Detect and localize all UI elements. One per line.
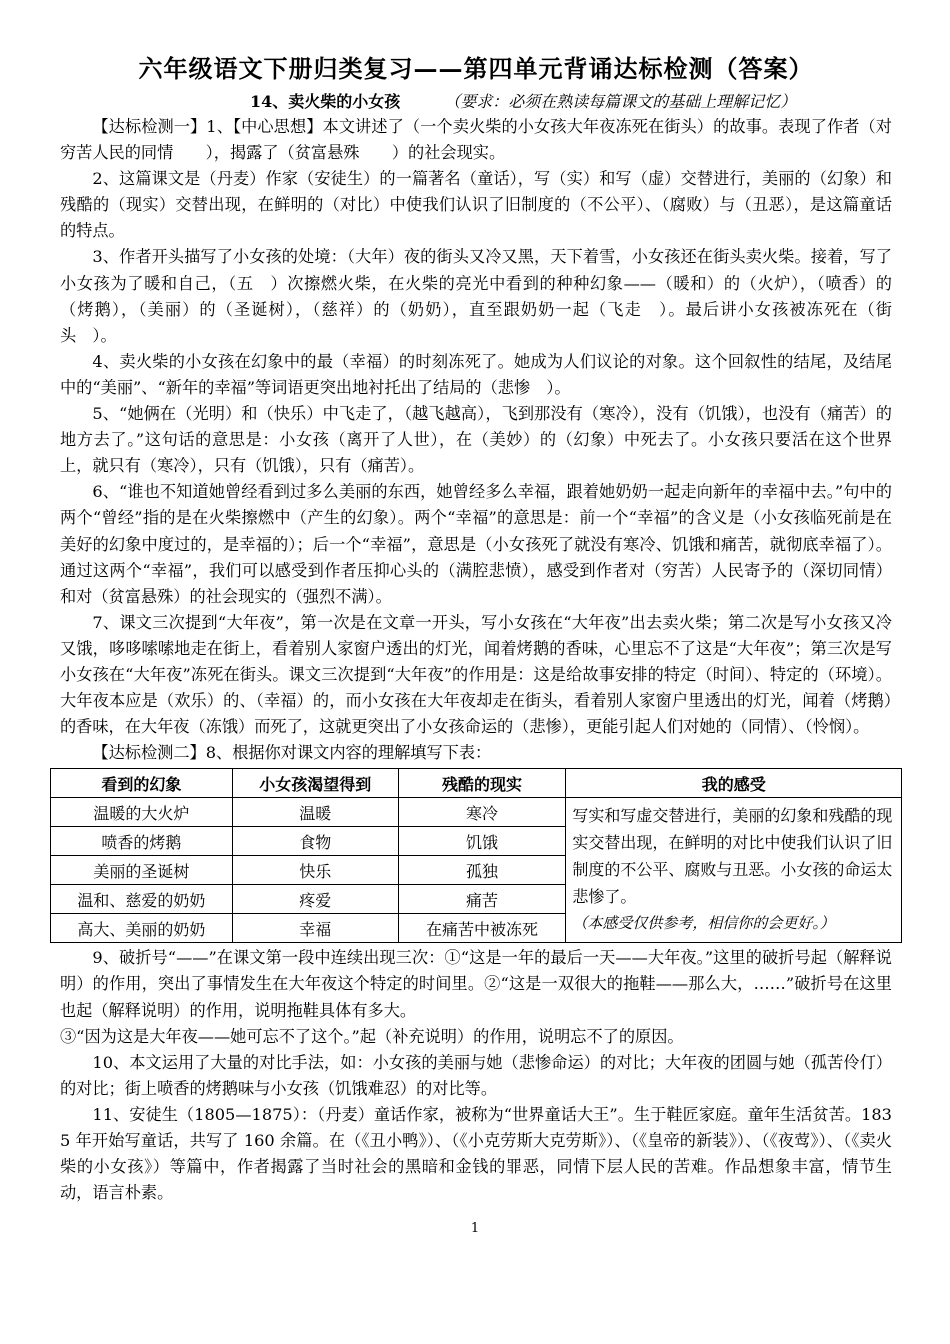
feeling-note: （本感受仅供参考，相信你的会更好。） — [572, 914, 835, 933]
page-number: 1 — [470, 1221, 480, 1236]
table-row — [51, 798, 902, 827]
question-paragraph: 3、作者开头描写了小女孩的处境：（大年）夜的街头又冷又黑，天下着雪，小女孩还在街头卖火柴。接着，写了小女孩为了暖和自己，（五 ）次擦燃火柴，在火柴的亮光中看到的种种幻象——（暖和）的（火炉），（喷香）的（烤鹅），（美丽）的（圣诞树），（慈祥）的（奶奶），直至跟奶奶一起（飞走 ）。最后讲小女孩被冻死在（街头 ）。 — [60, 247, 892, 345]
table-header-row — [51, 769, 902, 798]
table-cell: 饥饿 — [398, 827, 566, 856]
table-header-cell: 看到的幻象 — [51, 769, 233, 798]
question-paragraph: 2、这篇课文是（丹麦）作家（安徒生）的一篇著名（童话），写（实）和写（虚）交替进行，美丽的（幻象）和残酷的（现实）交替出现，在鲜明的（对比）中使我们认识了旧制度的（不公平）、（腐败）与（丑恶），是这篇童话的特点。 — [60, 169, 892, 241]
lesson-heading — [250, 90, 892, 114]
question-paragraph: 6、“谁也不知道她曾经看到过多么美丽的东西，她曾经多么幸福，跟着她奶奶一起走向新年的幸福中去。”句中的两个“曾经”指的是在火柴擦燃中（产生的幻象）。两个“幸福”的意思是：前一个“幸福”的含义是（小女孩临死前是在美好的幻象中度过的，是幸福的）；后一个“幸福”，意思是（小女孩死了就没有寒冷、饥饿和痛苦，就彻底幸福了）。通过这两个“幸福”，我们可以感受到作者压抑心头的（满腔悲愤），感受到作者对（穷苦）人民寄予的（深切同情）和对（贫富悬殊）的社会现实的（强烈不满）。 — [60, 482, 892, 606]
feeling-text: 写实和写虚交替进行，美丽的幻象和残酷的现实交替出现，在鲜明的对比中使我们认识了旧制度的不公平、腐败与丑恶。小女孩的命运太悲惨了。 — [572, 806, 893, 907]
lesson-title: 14、卖火柴的小女孩 — [250, 92, 401, 111]
table-cell: 在痛苦中被冻死 — [398, 914, 566, 943]
question-paragraph: 4、卖火柴的小女孩在幻象中的最（幸福）的时刻冻死了。她成为人们议论的对象。这个回叙性的结尾，及结尾中的“美丽”、“新年的幸福”等词语更突出地衬托出了结局的（悲惨 ）。 — [60, 351, 892, 397]
question-paragraph: 7、课文三次提到“大年夜”，第一次是在文章一开头，写小女孩在“大年夜”出去卖火柴；第二次是写小女孩又冷又饿，哆哆嗦嗦地走在街上，看着别人家窗户透出的灯光，闻着烤鹅的香味，心里忘不了这是“大年夜”；第三次是写小女孩在“大年夜”冻死在街头。课文三次提到“大年夜”的作用是：这是给故事安排的特定（时间）、特定的（环境）。大年夜本应是（欢乐）的、（幸福）的，而小女孩在大年夜却走在街头，看着别人家窗户里透出的灯光，闻着（烤鹅）的香味，在大年夜（冻饿）而死了，这就更突出了小女孩命运的（悲惨），更能引起人们对她的（同情）、（怜悯）。 — [60, 612, 892, 737]
question-paragraph: ③“因为这是大年夜——她可忘不了这个。”起（补充说明）的作用，说明忘不了的原因。 — [60, 1026, 684, 1046]
question-paragraph: 5、“她俩在（光明）和（快乐）中飞走了，（越飞越高），飞到那没有（寒冷），没有（饥饿），也没有（痛苦）的地方去了。”这句话的意思是：小女孩（离开了人世），在（美妙）的（幻象）中死去了。小女孩只要活在这个世界上，就只有（寒冷），只有（饥饿），只有（痛苦）。 — [60, 404, 892, 476]
table-cell: 高大、美丽的奶奶 — [51, 914, 233, 943]
table-cell: 寒冷 — [398, 798, 566, 827]
question-paragraph: 【达标检测二】8、根据你对课文内容的理解填写下表： — [92, 743, 492, 763]
table-cell: 疼爱 — [232, 885, 398, 914]
table-cell: 食物 — [232, 827, 398, 856]
question-paragraph: 【达标检测一】1、【中心思想】本文讲述了（一个卖火柴的小女孩大年夜冻死在街头）的故事。表现了作者（对穷苦人民的同情 ），揭露了（贫富悬殊 ）的社会现实。 — [60, 117, 892, 163]
question-paragraph: 11、安徒生（1805—1875）：（丹麦）童话作家，被称为“世界童话大王”。生于鞋匠家庭。童年生活贫苦。1835 年开始写童话，共写了 160 余篇。在（《丑小鸭》）、（《小克劳斯大克劳斯》）、（《皇帝的新装》）、（《夜莺》）、（《卖火柴的小女孩》）等篇中，作者揭露了当时社会的黑暗和金钱的罪恶，同情下层人民的苦难。作品想象丰富，情节生动，语言朴素。 — [60, 1104, 892, 1203]
document-title: 六年级语文下册归类复习——第四单元背诵达标检测（答案） — [138, 54, 814, 83]
table-header-cell: 残酷的现实 — [398, 769, 566, 798]
table-header-cell: 我的感受 — [566, 769, 902, 798]
table-cell: 快乐 — [232, 856, 398, 885]
question-paragraph: 10、本文运用了大量的对比手法，如：小女孩的美丽与她（悲惨命运）的对比；大年夜的团圆与她（孤苦伶仃）的对比；街上喷香的烤鹅味与小女孩（饥饿难忍）的对比等。 — [60, 1052, 892, 1098]
table-cell: 温暖 — [232, 798, 398, 827]
comparison-table — [50, 768, 902, 943]
feeling-cell — [566, 798, 902, 943]
table-cell: 幸福 — [232, 914, 398, 943]
table-cell: 温暖的大火炉 — [51, 798, 233, 827]
table-cell: 美丽的圣诞树 — [51, 856, 233, 885]
table-cell: 喷香的烤鹅 — [51, 827, 233, 856]
table-cell: 温和、慈爱的奶奶 — [51, 885, 233, 914]
question-paragraph: 9、破折号“——”在课文第一段中连续出现三次：①“这是一年的最后一天——大年夜。”这里的破折号起（解释说明）的作用，突出了事情发生在大年夜这个特定的时间里。②“这是一双很大的拖鞋——那么大，……”破折号在这里也起（解释说明）的作用，说明拖鞋具体有多大。 — [60, 948, 892, 1020]
document-page — [60, 52, 892, 1206]
table-cell: 痛苦 — [398, 885, 566, 914]
table-cell: 孤独 — [398, 856, 566, 885]
table-header-cell: 小女孩渴望得到 — [232, 769, 398, 798]
lesson-requirement: （要求：必须在熟读每篇课文的基础上理解记忆） — [444, 92, 797, 111]
